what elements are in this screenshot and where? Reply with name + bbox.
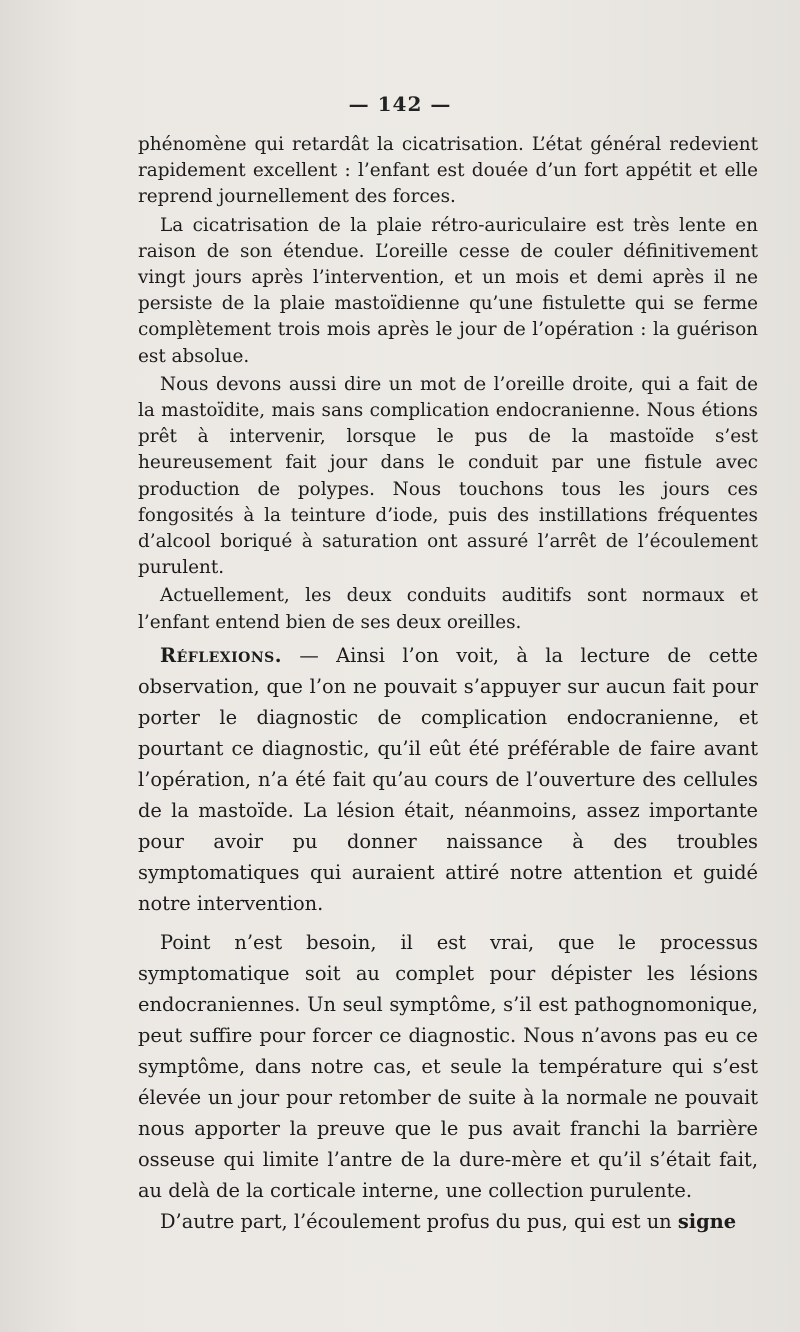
- page-number: — 142 —: [348, 92, 452, 116]
- paragraph-autre-part: [138, 1206, 758, 1237]
- paragraph-4: Actuellement, les deux conduits auditifs sont normaux et l’enfant entend bien de ses deux oreilles.: [138, 585, 758, 633]
- autre-part-text: D’autre part, l’écoulement profus du pus, qui est un: [160, 1210, 678, 1233]
- paragraph-2: La cicatrisation de la plaie rétro-auriculaire est très lente en raison de son étendue. L’oreille cesse de couler définitivement vingt jours après l’intervention, et un mois et demi après il ne persiste de la plaie mastoïdienne qu’une fistulette qui se ferme complètement trois mois après le jour de l’opération : la guérison est absolue.: [138, 214, 758, 367]
- reflexions-paragraph: [138, 640, 758, 919]
- body-text-top: [138, 132, 758, 636]
- paragraph-3: Nous devons aussi dire un mot de l’oreille droite, qui a fait de la mastoïdite, mais sans complication endocranienne. Nous étions prêt à intervenir, lorsque le pus de la mastoïde s’est heureusement fait jour dans le conduit par une fistule avec production de polypes. Nous touchons tous les jours ces fongosités à la teinture d’iode, puis des instillations fréquentes d’alcool boriqué à saturation ont assuré l’arrêt de l’écoulement purulent.: [138, 373, 758, 579]
- reflexions-heading: Réflexions.: [160, 644, 283, 667]
- paragraph-spacer: [138, 919, 758, 927]
- paragraph-1: phénomène qui retardât la cicatrisation. L’état général redevient rapidement excellent : l’enfant est douée d’un fort appétit et elle reprend journellement des forces.: [138, 134, 758, 208]
- reflexions-text: — Ainsi l’on voit, à la lecture de cette observation, que l’on ne pouvait s’appuyer sur aucun fait pour porter le diagnostic de complication endocranienne, et pourtant ce diagnostic, qu’il eût été préférable de faire avant l’opération, n’a été fait qu’au cours de l’ouverture des cellules de la mastoïde. La lésion était, néanmoins, assez importante pour avoir pu donner naissance à des troubles symptomatiques qui auraient attiré notre attention et guidé notre intervention.: [138, 644, 758, 915]
- autre-part-last-word: signe: [677, 1210, 737, 1233]
- paragraph-point: Point n’est besoin, il est vrai, que le processus symptomatique soit au complet pour dépister les lésions endocraniennes. Un seul symptôme, s’il est pathognomonique, peut suffire pour forcer ce diagnostic. Nous n’avons pas eu ce symptôme, dans notre cas, et seule la température qui s’est élevée un jour pour retomber de suite à la normale ne pouvait nous apporter la preuve que le pus avait franchi la barrière osseuse qui limite l’antre de la dure-mère et qu’il s’était fait, au delà de la corticale interne, une collection purulente.: [138, 931, 758, 1202]
- reflexions-section: [138, 640, 758, 1237]
